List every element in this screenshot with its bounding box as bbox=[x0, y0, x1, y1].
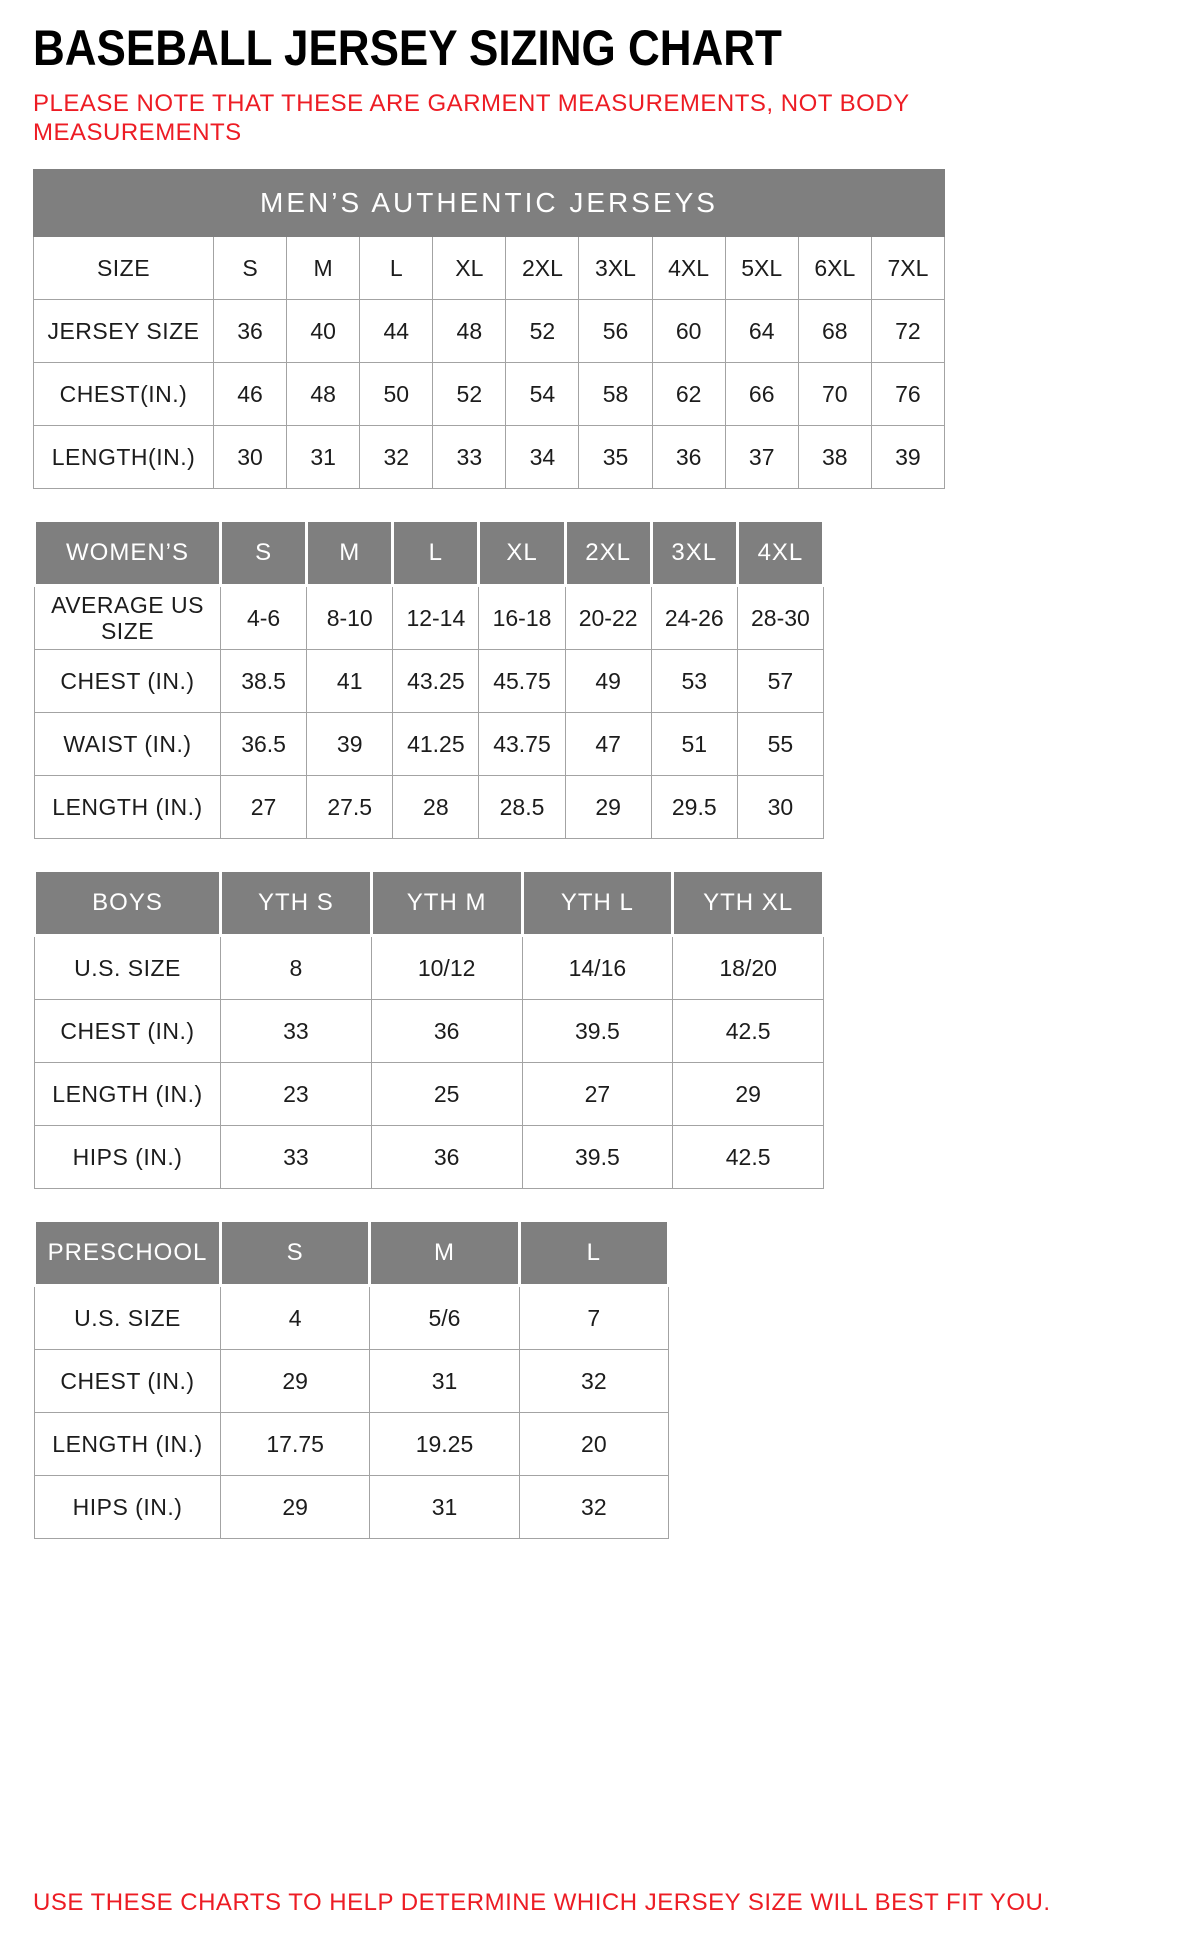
row-label: SIZE bbox=[34, 237, 214, 300]
preschool-header-label: PRESCHOOL bbox=[35, 1221, 221, 1286]
table-cell: 55 bbox=[737, 713, 823, 776]
table-cell: 16-18 bbox=[479, 586, 565, 650]
table-cell: 36 bbox=[371, 1126, 522, 1189]
table-cell: 31 bbox=[287, 426, 360, 489]
table-cell: 30 bbox=[214, 426, 287, 489]
table-row bbox=[35, 936, 824, 1000]
table-cell: 52 bbox=[506, 300, 579, 363]
footer-note: USE THESE CHARTS TO HELP DETERMINE WHICH JERSEY SIZE WILL BEST FIT YOU. bbox=[33, 1889, 1051, 1917]
table-cell: 7 bbox=[519, 1286, 668, 1350]
row-label: CHEST (IN.) bbox=[35, 1350, 221, 1413]
row-label: LENGTH (IN.) bbox=[35, 1413, 221, 1476]
table-cell: 20 bbox=[519, 1413, 668, 1476]
garment-measurements-note: PLEASE NOTE THAT THESE ARE GARMENT MEASUREMENTS, NOT BODY MEASUREMENTS bbox=[33, 89, 910, 146]
page-title: BASEBALL JERSEY SIZING CHART bbox=[33, 20, 782, 76]
table-cell: 64 bbox=[725, 300, 798, 363]
table-cell: 20-22 bbox=[565, 586, 651, 650]
table-cell: 53 bbox=[651, 650, 737, 713]
table-cell: 30 bbox=[737, 776, 823, 839]
mens-banner-row bbox=[34, 170, 945, 237]
table-cell: 33 bbox=[433, 426, 506, 489]
table-cell: 39.5 bbox=[522, 1000, 673, 1063]
row-label: WAIST (IN.) bbox=[35, 713, 221, 776]
table-cell: 7XL bbox=[871, 237, 944, 300]
table-cell: 62 bbox=[652, 363, 725, 426]
table-cell: L bbox=[360, 237, 433, 300]
column-header: M bbox=[307, 521, 393, 586]
table-cell: 32 bbox=[360, 426, 433, 489]
table-cell: 33 bbox=[221, 1000, 372, 1063]
table-cell: 32 bbox=[519, 1476, 668, 1539]
table-cell: 32 bbox=[519, 1350, 668, 1413]
table-cell: 39.5 bbox=[522, 1126, 673, 1189]
table-cell: 28-30 bbox=[737, 586, 823, 650]
table-cell: 51 bbox=[651, 713, 737, 776]
table-cell: 4 bbox=[221, 1286, 370, 1350]
table-cell: 47 bbox=[565, 713, 651, 776]
column-header: YTH S bbox=[221, 871, 372, 936]
table-row bbox=[35, 586, 824, 650]
table-cell: 23 bbox=[221, 1063, 372, 1126]
table-cell: 29 bbox=[565, 776, 651, 839]
column-header: L bbox=[393, 521, 479, 586]
preschool-header-row bbox=[35, 1221, 669, 1286]
column-header: YTH L bbox=[522, 871, 673, 936]
row-label: JERSEY SIZE bbox=[34, 300, 214, 363]
table-cell: 37 bbox=[725, 426, 798, 489]
table-cell: 54 bbox=[506, 363, 579, 426]
table-row bbox=[34, 300, 945, 363]
table-cell: 36 bbox=[652, 426, 725, 489]
table-cell: 29.5 bbox=[651, 776, 737, 839]
row-label: LENGTH (IN.) bbox=[35, 1063, 221, 1126]
tables-container bbox=[33, 169, 1200, 1539]
table-cell: 60 bbox=[652, 300, 725, 363]
table-cell: 72 bbox=[871, 300, 944, 363]
table-row bbox=[35, 1126, 824, 1189]
table-row bbox=[34, 237, 945, 300]
womens-header-label: WOMEN’S bbox=[35, 521, 221, 586]
column-header: XL bbox=[479, 521, 565, 586]
table-cell: 25 bbox=[371, 1063, 522, 1126]
table-cell: 40 bbox=[287, 300, 360, 363]
table-cell: 38.5 bbox=[221, 650, 307, 713]
table-cell: 52 bbox=[433, 363, 506, 426]
table-cell: S bbox=[214, 237, 287, 300]
table-cell: 58 bbox=[579, 363, 652, 426]
table-cell: 27 bbox=[221, 776, 307, 839]
table-cell: 8 bbox=[221, 936, 372, 1000]
table-cell: 29 bbox=[221, 1350, 370, 1413]
table-row bbox=[35, 1350, 669, 1413]
table-cell: 50 bbox=[360, 363, 433, 426]
table-cell: 34 bbox=[506, 426, 579, 489]
table-cell: M bbox=[287, 237, 360, 300]
table-cell: 45.75 bbox=[479, 650, 565, 713]
table-cell: 18/20 bbox=[673, 936, 824, 1000]
mens-banner-title: MEN’S AUTHENTIC JERSEYS bbox=[34, 170, 945, 237]
table-cell: 41 bbox=[307, 650, 393, 713]
table-cell: 12-14 bbox=[393, 586, 479, 650]
table-row bbox=[35, 1476, 669, 1539]
column-header: 3XL bbox=[651, 521, 737, 586]
table-cell: 27.5 bbox=[307, 776, 393, 839]
table-cell: 66 bbox=[725, 363, 798, 426]
table-cell: 10/12 bbox=[371, 936, 522, 1000]
row-label: AVERAGE US SIZE bbox=[35, 586, 221, 650]
table-row bbox=[35, 1000, 824, 1063]
row-label: LENGTH (IN.) bbox=[35, 776, 221, 839]
row-label: LENGTH(IN.) bbox=[34, 426, 214, 489]
table-cell: 6XL bbox=[798, 237, 871, 300]
column-header: YTH XL bbox=[673, 871, 824, 936]
column-header: 2XL bbox=[565, 521, 651, 586]
table-cell: 70 bbox=[798, 363, 871, 426]
row-label: U.S. SIZE bbox=[35, 1286, 221, 1350]
boys-header-label: BOYS bbox=[35, 871, 221, 936]
table-cell: 41.25 bbox=[393, 713, 479, 776]
table-cell: 42.5 bbox=[673, 1000, 824, 1063]
column-header: YTH M bbox=[371, 871, 522, 936]
table-cell: 39 bbox=[307, 713, 393, 776]
table-cell: 3XL bbox=[579, 237, 652, 300]
table-cell: 38 bbox=[798, 426, 871, 489]
womens-size-table bbox=[33, 519, 825, 839]
table-cell: 4XL bbox=[652, 237, 725, 300]
table-cell: 44 bbox=[360, 300, 433, 363]
table-cell: 5XL bbox=[725, 237, 798, 300]
table-cell: 48 bbox=[287, 363, 360, 426]
table-cell: 33 bbox=[221, 1126, 372, 1189]
table-cell: 57 bbox=[737, 650, 823, 713]
table-cell: 56 bbox=[579, 300, 652, 363]
row-label: HIPS (IN.) bbox=[35, 1476, 221, 1539]
table-cell: 42.5 bbox=[673, 1126, 824, 1189]
table-row bbox=[34, 426, 945, 489]
table-cell: 76 bbox=[871, 363, 944, 426]
mens-size-table bbox=[33, 169, 945, 489]
preschool-size-table bbox=[33, 1219, 670, 1539]
table-cell: 17.75 bbox=[221, 1413, 370, 1476]
womens-header-row bbox=[35, 521, 824, 586]
column-header: L bbox=[519, 1221, 668, 1286]
table-cell: 36 bbox=[214, 300, 287, 363]
table-cell: 27 bbox=[522, 1063, 673, 1126]
table-cell: 43.75 bbox=[479, 713, 565, 776]
table-cell: 43.25 bbox=[393, 650, 479, 713]
table-cell: 8-10 bbox=[307, 586, 393, 650]
table-cell: 46 bbox=[214, 363, 287, 426]
table-row bbox=[35, 1063, 824, 1126]
table-cell: 36 bbox=[371, 1000, 522, 1063]
column-header: 4XL bbox=[737, 521, 823, 586]
table-cell: 68 bbox=[798, 300, 871, 363]
table-cell: 29 bbox=[673, 1063, 824, 1126]
table-cell: 48 bbox=[433, 300, 506, 363]
row-label: U.S. SIZE bbox=[35, 936, 221, 1000]
table-row bbox=[35, 650, 824, 713]
table-row bbox=[35, 713, 824, 776]
table-cell: 5/6 bbox=[370, 1286, 519, 1350]
table-cell: 28 bbox=[393, 776, 479, 839]
column-header: M bbox=[370, 1221, 519, 1286]
table-cell: 49 bbox=[565, 650, 651, 713]
table-row bbox=[35, 776, 824, 839]
row-label: CHEST(IN.) bbox=[34, 363, 214, 426]
column-header: S bbox=[221, 1221, 370, 1286]
table-cell: 29 bbox=[221, 1476, 370, 1539]
table-cell: 4-6 bbox=[221, 586, 307, 650]
boys-size-table bbox=[33, 869, 825, 1189]
table-cell: 31 bbox=[370, 1350, 519, 1413]
table-cell: 14/16 bbox=[522, 936, 673, 1000]
table-cell: 39 bbox=[871, 426, 944, 489]
table-row bbox=[34, 363, 945, 426]
row-label: CHEST (IN.) bbox=[35, 650, 221, 713]
table-cell: 2XL bbox=[506, 237, 579, 300]
table-row bbox=[35, 1413, 669, 1476]
table-cell: 31 bbox=[370, 1476, 519, 1539]
table-row bbox=[35, 1286, 669, 1350]
table-cell: 24-26 bbox=[651, 586, 737, 650]
row-label: CHEST (IN.) bbox=[35, 1000, 221, 1063]
table-cell: XL bbox=[433, 237, 506, 300]
row-label: HIPS (IN.) bbox=[35, 1126, 221, 1189]
table-cell: 36.5 bbox=[221, 713, 307, 776]
column-header: S bbox=[221, 521, 307, 586]
boys-header-row bbox=[35, 871, 824, 936]
table-cell: 28.5 bbox=[479, 776, 565, 839]
table-cell: 19.25 bbox=[370, 1413, 519, 1476]
table-cell: 35 bbox=[579, 426, 652, 489]
